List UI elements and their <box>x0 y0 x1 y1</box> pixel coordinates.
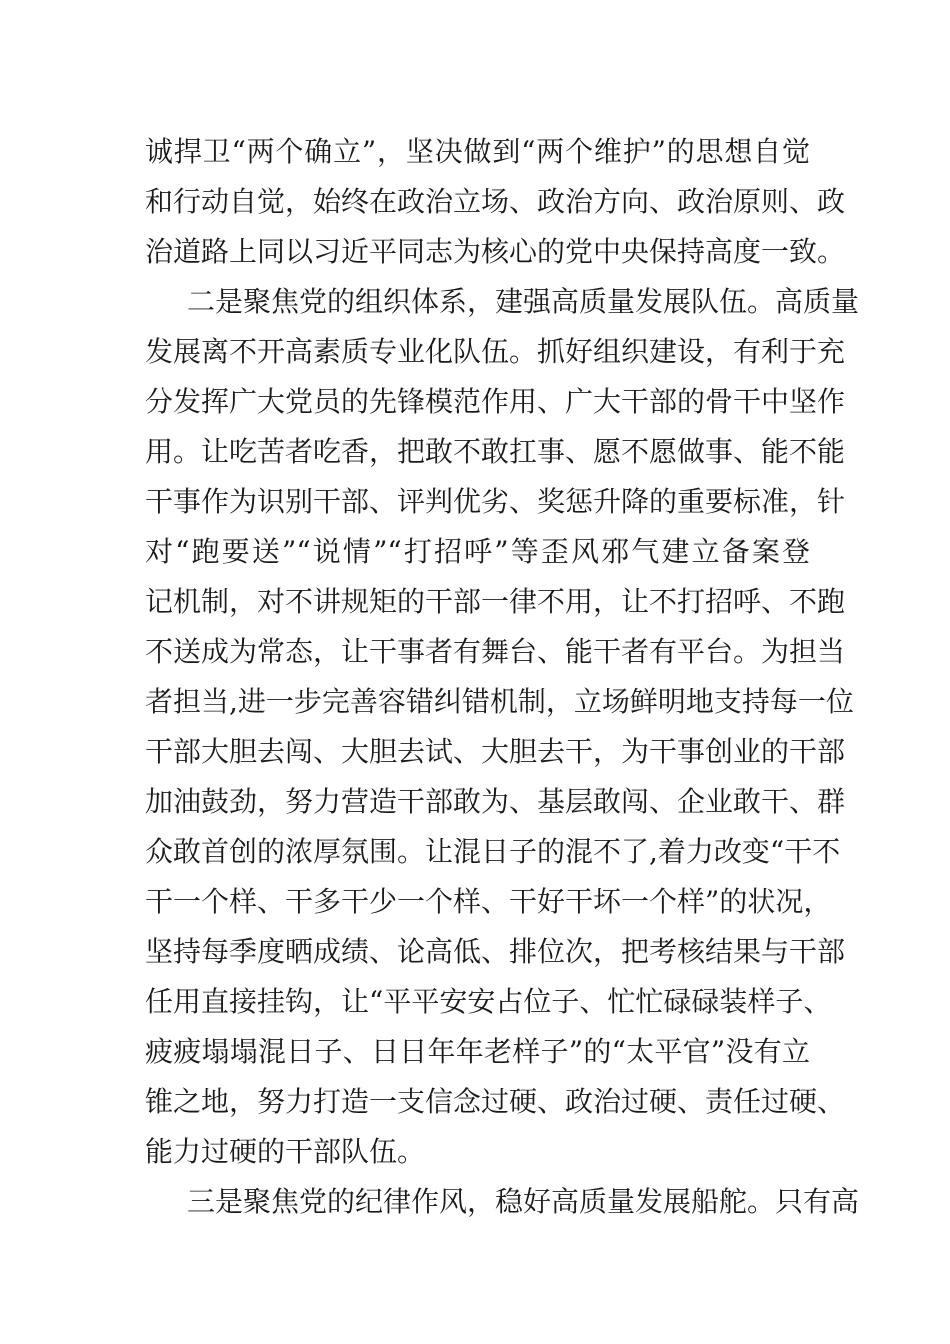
text-line: 坚持每季度晒成绩、论高低、排位次，把考核结果与干部 <box>145 935 846 968</box>
text-line: 者担当,进一步完善容错纠错机制，立场鲜明地支持每一位 <box>145 685 854 718</box>
paragraph-start-line: 三是聚焦党的纪律作风，稳好高质量发展船舵。只有高 <box>187 1185 860 1218</box>
text-line: 用。让吃苦者吃香，把敢不敢扛事、愿不愿做事、能不能 <box>145 435 846 468</box>
text-line: 和行动自觉，始终在政治立场、政治方向、政治原则、政 <box>145 185 846 218</box>
text-line: 分发挥广大党员的先锋模范作用、广大干部的骨干中坚作 <box>145 385 846 418</box>
text-line: 治道路上同以习近平同志为核心的党中央保持高度一致。 <box>145 235 846 268</box>
text-line: 发展离不开高素质专业化队伍。抓好组织建设，有利于充 <box>145 335 846 368</box>
text-line: 诚捍卫“两个确立”，坚决做到“两个维护”的思想自觉 <box>145 135 810 168</box>
text-line: 干部大胆去闯、大胆去试、大胆去干，为干事创业的干部 <box>145 735 846 768</box>
text-line: 任用直接挂钩，让“平平安安占位子、忙忙碌碌装样子、 <box>145 985 832 1018</box>
text-line: 众敢首创的浓厚氛围。让混日子的混不了,着力改变“干不 <box>145 835 841 868</box>
text-line: 干事作为识别干部、评判优劣、奖惩升降的重要标准，针 <box>145 485 846 518</box>
text-line: 加油鼓劲，努力营造干部敢为、基层敢闯、企业敢干、群 <box>145 785 846 818</box>
text-line: 锥之地，努力打造一支信念过硬、政治过硬、责任过硬、 <box>145 1085 846 1118</box>
text-line: 对“跑要送”“说情”“打招呼”等歪风邪气建立备案登 <box>145 535 810 568</box>
text-line: 疲疲塌塌混日子、日日年年老样子”的“太平官”没有立 <box>145 1035 810 1068</box>
paragraph-start-line: 二是聚焦党的组织体系，建强高质量发展队伍。高质量 <box>187 285 860 318</box>
text-line: 不送成为常态，让干事者有舞台、能干者有平台。为担当 <box>145 635 846 668</box>
text-line: 记机制，对不讲规矩的干部一律不用，让不打招呼、不跑 <box>145 585 846 618</box>
text-line: 干一个样、干多干少一个样、干好干坏一个样”的状况， <box>145 885 832 918</box>
text-line: 能力过硬的干部队伍。 <box>145 1135 426 1168</box>
